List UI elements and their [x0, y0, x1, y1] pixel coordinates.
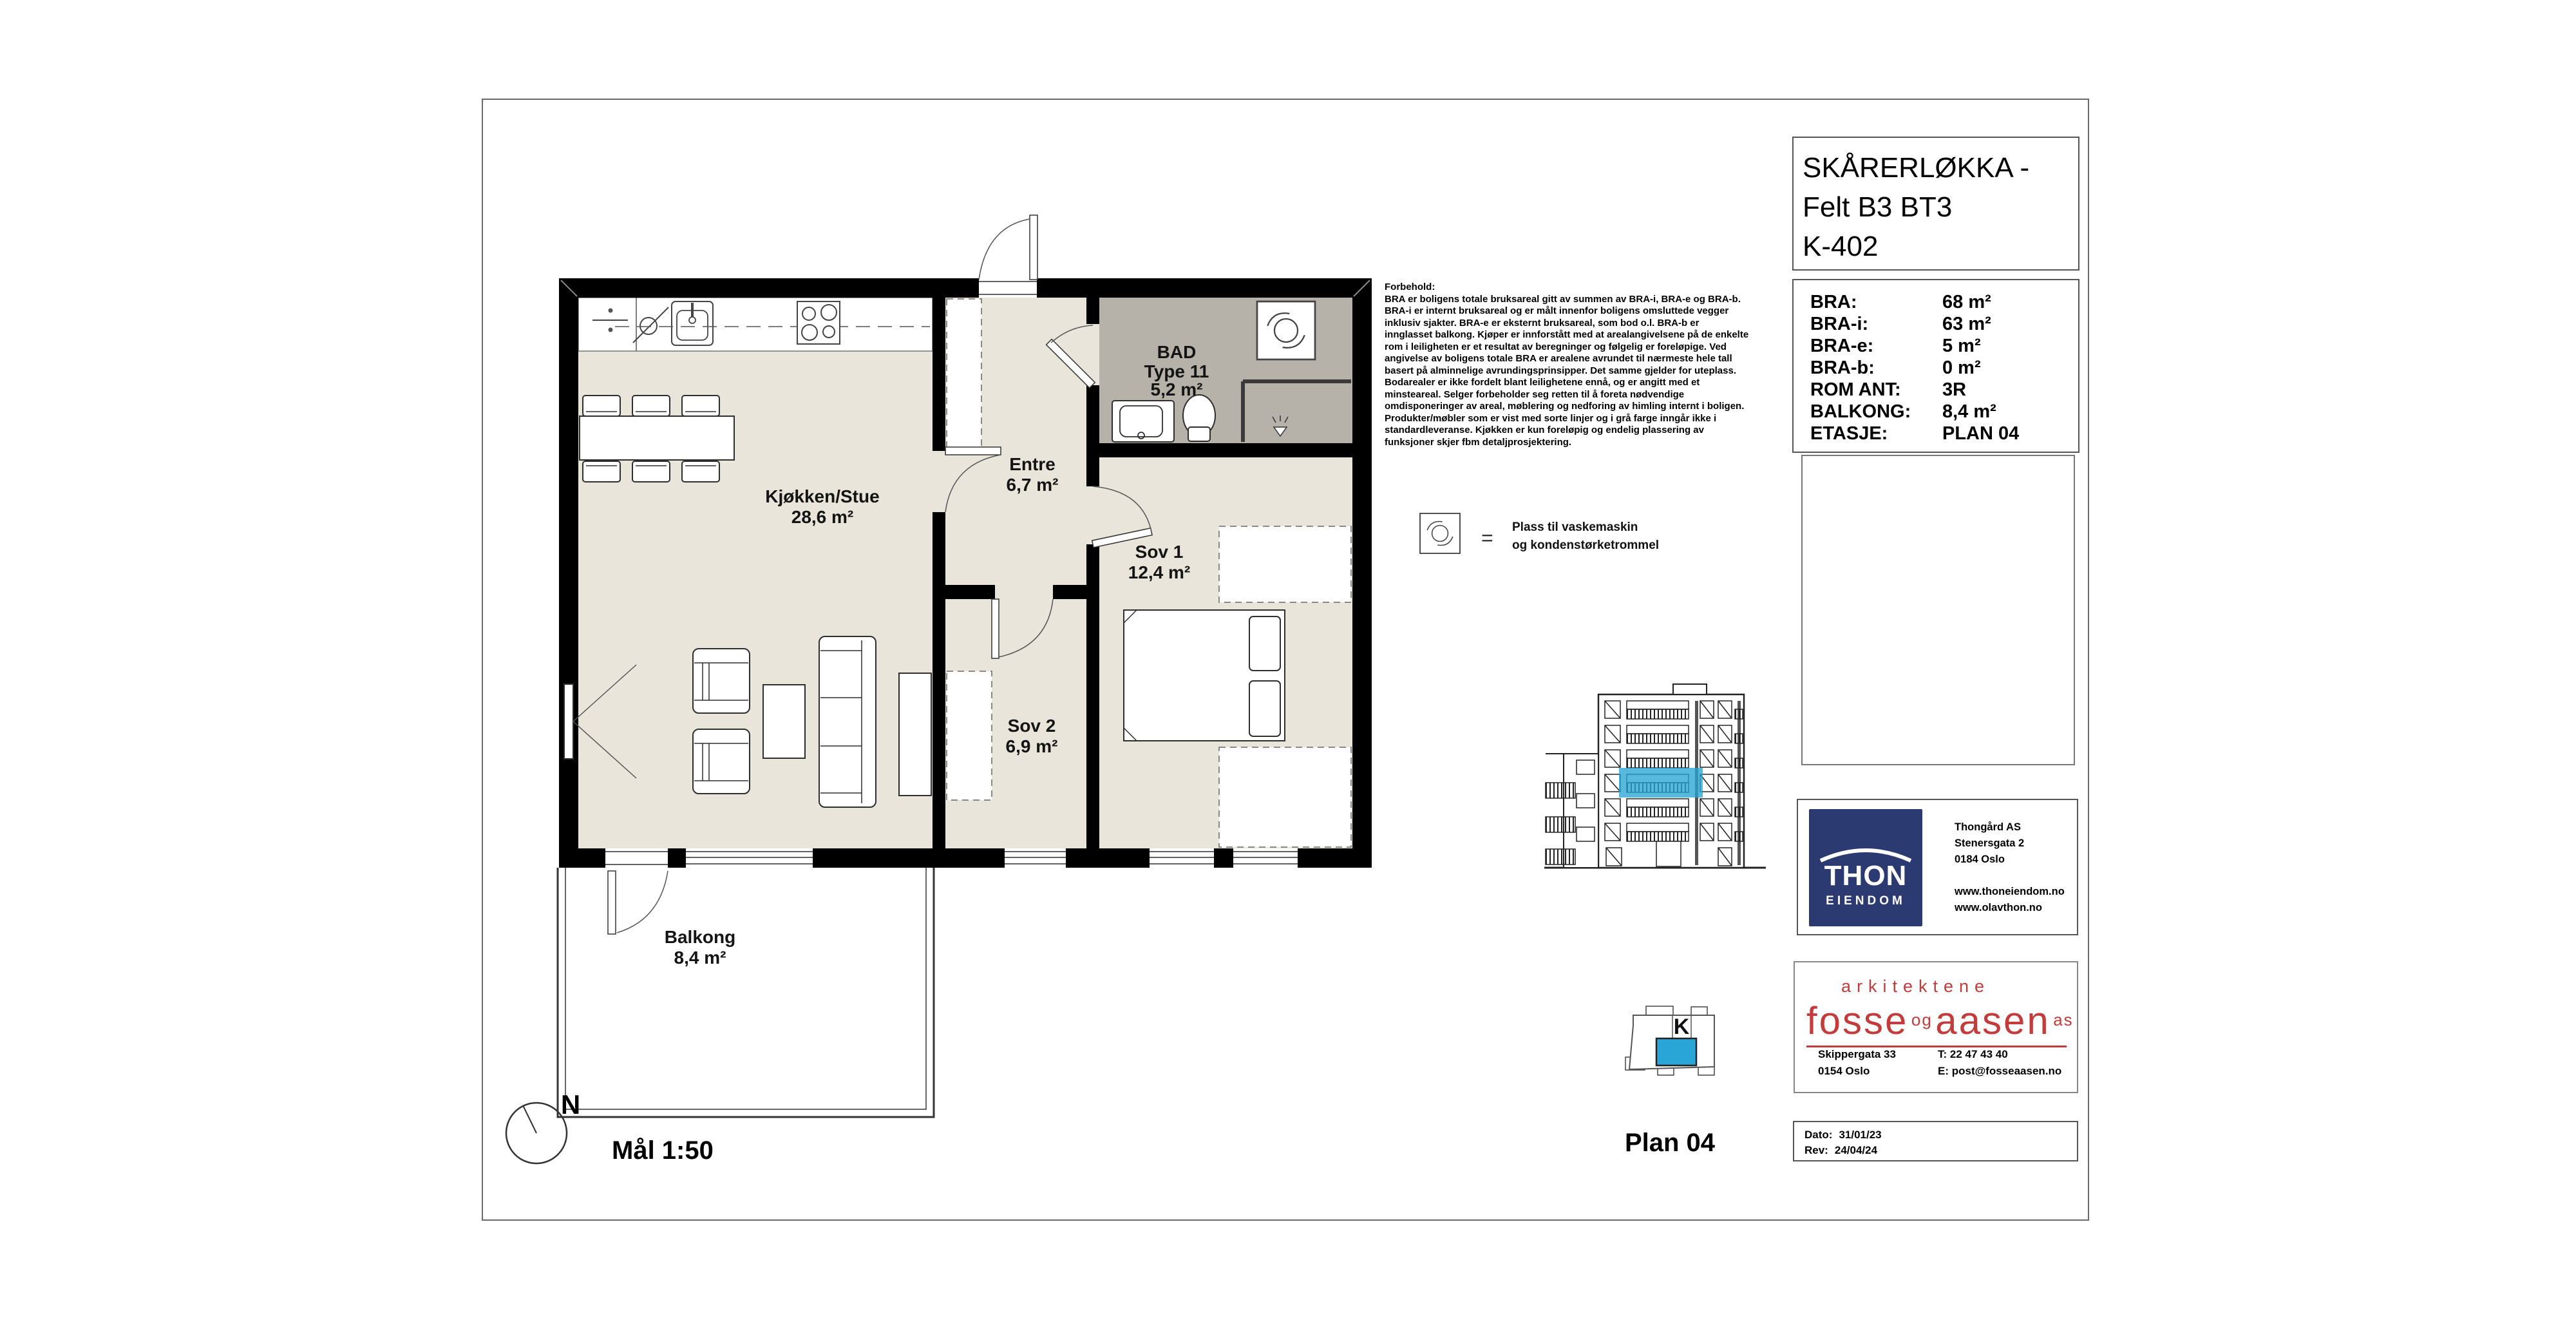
scale-label: Mål 1:50: [612, 1136, 714, 1165]
revision-block: [1793, 1121, 2078, 1161]
area-value: 3R: [1942, 379, 1967, 400]
legend-line2: og kondenstørketrommel: [1512, 539, 1660, 552]
area-value: 68 m²: [1942, 292, 1991, 312]
rev-value: 24/04/24: [1834, 1144, 1878, 1156]
area-value: PLAN 04: [1942, 423, 2020, 444]
architect-address2: 0154 Oslo: [1818, 1065, 1870, 1077]
disclaimer-title: Forbehold:: [1385, 282, 1435, 292]
date-label: Dato:: [1804, 1129, 1833, 1141]
bed-sov1: [1124, 610, 1285, 741]
window-sov1-a: [1150, 848, 1214, 868]
developer-web1: www.thoneiendom.no: [1955, 886, 2065, 897]
area-row-rom-ant: [1794, 379, 2078, 401]
washing-machine-legend: [1420, 513, 1659, 553]
date-value: 31/01/23: [1839, 1129, 1882, 1141]
wardrobe-sov1-bottom: [1219, 747, 1351, 847]
eiendom-logo-text: EIENDOM: [1826, 894, 1906, 908]
wardrobe-entre: [947, 299, 981, 454]
window-sov2: [1005, 848, 1066, 868]
area-value: 5 m²: [1942, 336, 1981, 356]
window-living: [686, 848, 813, 868]
washing-machine-icon: [1257, 301, 1315, 359]
label-balcony: Balkong: [664, 927, 736, 947]
rev-label: Rev:: [1804, 1144, 1828, 1156]
project-title-line2: Felt B3 BT3: [1803, 191, 1953, 223]
developer-web2: www.olavthon.no: [1955, 902, 2042, 913]
compass-n-label: N: [560, 1089, 581, 1120]
window-sov1-b: [1233, 848, 1298, 868]
sideboard: [899, 673, 931, 796]
coffee-table: [763, 685, 805, 758]
area-label: BRA:: [1810, 292, 1857, 312]
architect-contact: [1938, 1046, 2061, 1080]
washing-machine-icon: [1420, 513, 1460, 553]
label-kitchen-area: 28,6 m²: [791, 507, 854, 527]
label-balcony-area: 8,4 m²: [674, 948, 726, 968]
developer-contact: [1955, 819, 2065, 916]
area-row-etasje: [1794, 423, 2078, 444]
area-value: 8,4 m²: [1942, 401, 1996, 422]
unit-key-letter: K: [1673, 1015, 1690, 1039]
washbasin: [1112, 401, 1174, 442]
area-row-balkong: [1794, 401, 2078, 423]
area-table: [1792, 279, 2079, 453]
label-sov1: Sov 1: [1135, 542, 1184, 562]
site-plan-box: [1801, 455, 2075, 765]
date-row: [1804, 1127, 2077, 1143]
area-label: ETASJE:: [1810, 423, 1888, 444]
fosse-aasen-logo: [1806, 998, 2074, 1047]
area-label: BRA-e:: [1810, 336, 1874, 356]
armchair-2: [693, 729, 750, 794]
logo-word-og: og: [1911, 1010, 1933, 1029]
thon-eiendom-logo: [1809, 809, 1922, 926]
area-label: BRA-i:: [1810, 314, 1869, 334]
highlighted-unit-elevation: [1619, 768, 1703, 797]
entrance-opening: [979, 278, 1037, 298]
unit-key-diagram: [1625, 1006, 1714, 1075]
architect-block: [1794, 961, 2078, 1093]
wardrobe-sov1-top: [1219, 526, 1351, 602]
sink-symbol: [672, 301, 713, 345]
area-row-bra: [1794, 291, 2078, 313]
logo-word-aasen: aasen: [1935, 999, 2050, 1042]
area-label: BRA-b:: [1810, 358, 1875, 378]
armchair-1: [693, 649, 750, 713]
label-entre: Entre: [1009, 454, 1056, 474]
title-block: [1792, 137, 2079, 271]
label-bath-type: Type 11: [1144, 361, 1209, 381]
architect-phone: T: 22 47 43 40: [1938, 1048, 2008, 1060]
developer-block: [1797, 799, 2078, 935]
building-elevation: [1544, 684, 1766, 868]
apartment-floor-plan: [558, 215, 1372, 1117]
project-title-line3: K-402: [1803, 231, 1879, 262]
label-bath: BAD: [1157, 342, 1197, 362]
area-row-bra-i: [1794, 313, 2078, 335]
area-row-bra-b: [1794, 357, 2078, 379]
area-value: 63 m²: [1942, 314, 1991, 334]
disclaimer-body: BRA er boligens totale bruksareal gitt av summen av BRA-i, BRA-e og BRA-b. BRA-i er internt bruksareal og er målt innenfor boligens omsluttede vegger inklusiv sjakter. BRA-e er eksternt bruksareal, som bod o.l. BRA-b er innglasset balkong. Kjøper er innforstått med at arealangivelsene på de enkelte rom i leiligheten er et resultat av beregninger og følgelig er foreløpige. Ved angivelse av boligens totale BRA er arealene avrundet til nærmeste hele tall basert på alminnelige avrundingsprinsipper. Det samme gjelder for uteplass. Bodarealer er ikke fordelt blant leilighetene ennå, og er angitt med et minsteareal. Selger forbeholder seg retten til å foreta nødvendige omdisponeringer av areal, møblering og nedforing av himling internt i boligen. Produkter/møbler som er vist med sorte linjer og i grå farge inngår ikke i standardleveranse. Kjøkken er kun foreløpig og endelig plassering av funksjoner skjer fbm detaljprosjektering.: [1385, 293, 1749, 448]
plan-number-label: Plan 04: [1624, 1129, 1716, 1157]
thon-logo-text: THON: [1824, 860, 1908, 892]
developer-company: Thongård AS: [1955, 821, 2021, 833]
label-sov2-area: 6,9 m²: [1005, 736, 1058, 756]
wardrobe-sov2: [947, 671, 992, 800]
label-entre-area: 6,7 m²: [1006, 475, 1059, 495]
kitchen-counter: [578, 298, 933, 351]
label-bath-area: 5,2 m²: [1150, 379, 1203, 399]
label-sov2: Sov 2: [1007, 716, 1056, 736]
developer-address2: 0184 Oslo: [1955, 854, 2005, 865]
elevation-annex: [1546, 754, 1598, 868]
stove-symbol: [797, 301, 840, 344]
label-kitchen: Kjøkken/Stue: [765, 486, 880, 506]
rev-row: [1804, 1143, 2077, 1158]
project-title-line1: SKÅRERLØKKA -: [1803, 152, 2030, 184]
developer-address1: Stenersgata 2: [1955, 837, 2025, 849]
architect-address1: Skippergata 33: [1818, 1048, 1896, 1060]
logo-word-fosse: fosse: [1806, 999, 1909, 1042]
north-compass: [506, 1089, 580, 1163]
sofa: [819, 636, 876, 807]
logo-word-as: as: [2053, 1010, 2074, 1029]
area-value: 0 m²: [1942, 358, 1981, 378]
area-label: ROM ANT:: [1810, 379, 1901, 400]
balcony-door-opening: [605, 848, 668, 868]
entrance-door: [979, 215, 1037, 280]
area-label: BALKONG:: [1810, 401, 1911, 422]
architect-address: [1818, 1046, 1896, 1080]
architect-tagline: arkitektene: [1841, 977, 1991, 996]
highlighted-unit-key: [1656, 1038, 1696, 1065]
disclaimer-block: [1385, 282, 1749, 448]
architect-email: E: post@fosseaasen.no: [1938, 1065, 2062, 1077]
dining-set: [580, 396, 734, 482]
label-sov1-area: 12,4 m²: [1128, 562, 1191, 582]
legend-line1: Plass til vaskemaskin: [1512, 521, 1638, 534]
area-row-bra-e: [1794, 335, 2078, 357]
legend-equals: =: [1481, 526, 1493, 549]
toilet: [1183, 395, 1215, 441]
